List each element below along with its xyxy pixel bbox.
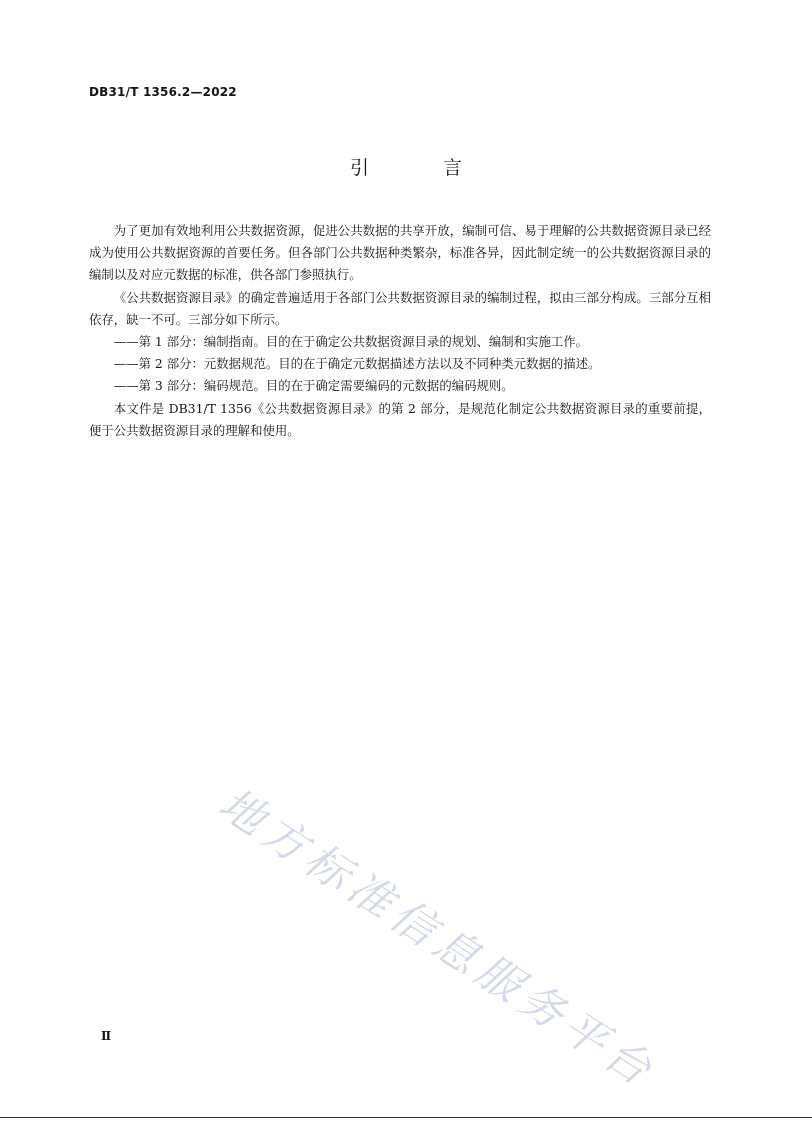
watermark: 地方标准信息服务平台 [209,778,666,1099]
intro-paragraph-1: 为了更加有效地利用公共数据资源，促进公共数据的共享开放，编制可信、易于理解的公共数据资源目录已经成为使用公共数据资源的首要任务。但各部门公共数据种类繁杂，标准各异，因此制定统一的公共数据资源目录的编制以及对应元数据的标准，供各部门参照执行。 [89,223,711,283]
page-bottom-rule [0,1117,812,1118]
intro-paragraph-2: 《公共数据资源目录》的确定普遍适用于各部门公共数据资源目录的编制过程，拟由三部分构成。三部分互相依存，缺一不可。三部分如下所示。 [89,289,711,327]
part-list-item-1: ——第 1 部分：编制指南。目的在于确定公共数据资源目录的规划、编制和实施工作。 [113,334,589,350]
section-title: 引 言 [349,157,497,179]
page-number: Ⅱ [101,1029,111,1043]
closing-paragraph: 本文件是 DB31/T 1356《公共数据资源目录》的第 2 部分，是规范化制定公共数据资源目录的重要前提，便于公共数据资源目录的理解和使用。 [89,400,711,438]
document-number: DB31/T 1356.2—2022 [89,85,237,99]
part-list-item-3: ——第 3 部分：编码规范。目的在于确定需要编码的元数据的编码规则。 [113,378,514,394]
part-list-item-2: ——第 2 部分：元数据规范。目的在于确定元数据描述方法以及不同种类元数据的描述。 [113,356,601,372]
introduction-body [89,220,711,442]
